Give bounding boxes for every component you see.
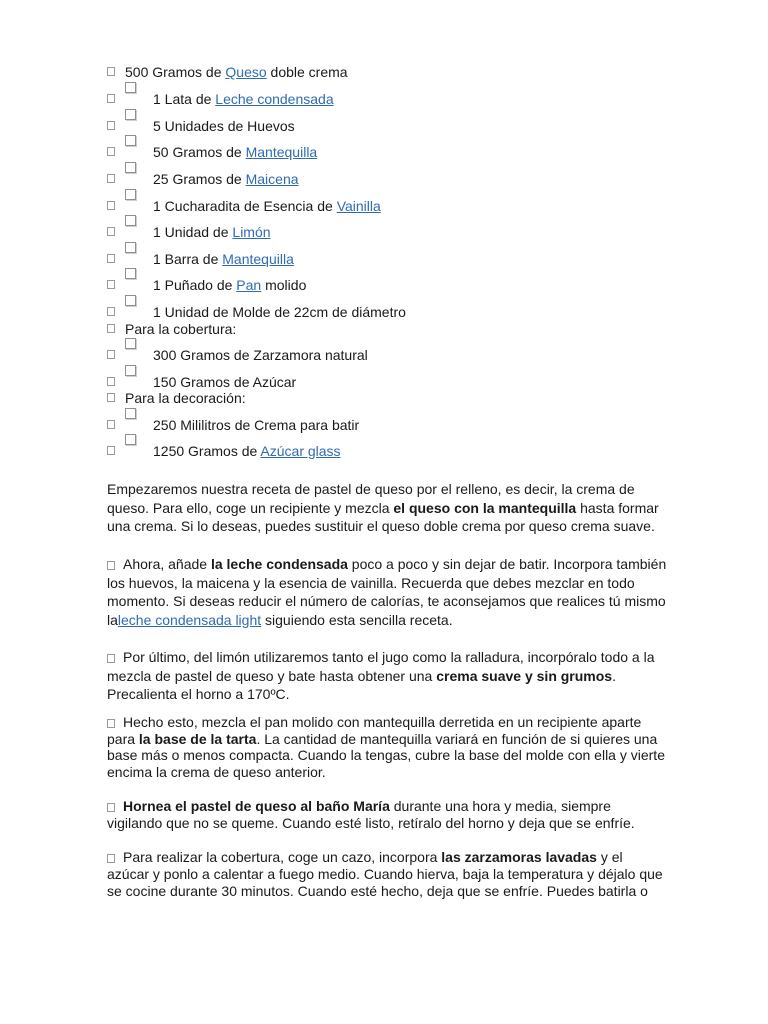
- bullet-icon: [107, 201, 115, 210]
- ingredient-link[interactable]: Mantequilla: [245, 144, 318, 160]
- bullet-icon: [107, 227, 115, 236]
- ingredient-link[interactable]: Azúcar glass: [260, 443, 341, 459]
- bullet-icon: [107, 324, 115, 333]
- ingredient-text: 500 Gramos de Queso doble crema: [125, 64, 348, 80]
- step-paragraph-5: Hornea el pastel de queso al baño María durante una hora y media, siempre vigilando que no se queme. Cuando esté listo, retíralo del horno y deja que se enfríe.: [107, 798, 635, 831]
- bullet-icon: [107, 803, 115, 812]
- ingredient-text: 25 Gramos de Maicena: [153, 171, 299, 187]
- checkbox-icon[interactable]: [125, 268, 136, 279]
- bullet-icon: [107, 121, 115, 130]
- step-paragraph-6: Para realizar la cobertura, coge un cazo, incorpora las zarzamoras lavadas y el azúcar y ponlo a calentar a fuego medio. Cuando hierva, baja la temperatura y déjalo que se cocine durante 30 minutos. Cuando esté hecho, deja que se enfríe. Puedes batirla o: [107, 849, 663, 899]
- bullet-icon: [107, 350, 115, 359]
- ingredient-link[interactable]: Pan: [236, 277, 262, 293]
- checkbox-icon[interactable]: [125, 365, 136, 376]
- bullet-icon: [107, 377, 115, 386]
- ingredient-link[interactable]: Leche condensada: [215, 91, 334, 107]
- ingredient-text: 1 Unidad de Limón: [153, 224, 271, 240]
- checkbox-icon[interactable]: [125, 338, 136, 349]
- checkbox-icon[interactable]: [125, 162, 136, 173]
- checkbox-icon[interactable]: [125, 215, 136, 226]
- ingredient-link[interactable]: Queso: [225, 64, 267, 80]
- checkbox-icon[interactable]: [125, 135, 136, 146]
- section-heading-text: Para la decoración:: [125, 390, 246, 406]
- bullet-icon: [107, 719, 115, 728]
- ingredient-text: 300 Gramos de Zarzamora natural: [153, 347, 368, 363]
- section-heading-text: Para la cobertura:: [125, 321, 237, 337]
- bullet-icon: [107, 446, 115, 455]
- ingredient-text: 50 Gramos de Mantequilla: [153, 144, 318, 160]
- ingredient-text: 1250 Gramos de Azúcar glass: [153, 443, 341, 459]
- ingredient-link[interactable]: Limón: [232, 224, 271, 240]
- bullet-icon: [107, 280, 115, 289]
- bullet-icon: [107, 147, 115, 156]
- bullet-icon: [107, 67, 115, 76]
- checkbox-icon[interactable]: [125, 82, 136, 93]
- bullet-icon: [107, 174, 115, 183]
- step-paragraph-2: Ahora, añade la leche condensada poco a poco y sin dejar de batir. Incorpora también los huevos, la maicena y la esencia de vainilla. Recuerda que debes mezclar en todo momento. Si deseas reducir el número de calorías, te aconsejamos que realices tú mismo laleche condensada light siguiendo esta sencilla receta.: [107, 556, 667, 628]
- ingredient-text: 1 Unidad de Molde de 22cm de diámetro: [153, 304, 406, 320]
- bullet-icon: [107, 854, 115, 863]
- checkbox-icon[interactable]: [125, 109, 136, 120]
- ingredient-text: 1 Cucharadita de Esencia de Vainilla: [153, 198, 381, 214]
- bullet-icon: [107, 654, 115, 663]
- ingredient-text: 5 Unidades de Huevos: [153, 118, 295, 134]
- checkbox-icon[interactable]: [125, 408, 136, 419]
- ingredient-text: 1 Puñado de Pan molido: [153, 277, 307, 293]
- checkbox-icon[interactable]: [125, 189, 136, 200]
- bullet-icon: [107, 393, 115, 402]
- checkbox-icon[interactable]: [125, 242, 136, 253]
- step-paragraph-4: Hecho esto, mezcla el pan molido con mantequilla derretida en un recipiente aparte para la base de la tarta. La cantidad de mantequilla variará en función de si quieres una base más o menos compacta. Cuando la tengas, cubre la base del molde con ella y vierte encima la crema de queso anterior.: [107, 714, 665, 780]
- bullet-icon: [107, 420, 115, 429]
- ingredient-text: 1 Barra de Mantequilla: [153, 251, 294, 267]
- checkbox-icon[interactable]: [125, 295, 136, 306]
- bullet-icon: [107, 254, 115, 263]
- bullet-icon: [107, 94, 115, 103]
- ingredient-link[interactable]: Maicena: [245, 171, 299, 187]
- ingredient-link[interactable]: Mantequilla: [222, 251, 294, 267]
- ingredient-text: 250 Mililitros de Crema para batir: [153, 417, 360, 433]
- ingredient-text: 1 Lata de Leche condensada: [153, 91, 334, 107]
- ingredient-text: 150 Gramos de Azúcar: [153, 374, 297, 390]
- bullet-icon: [107, 561, 115, 570]
- step-paragraph-1: Empezaremos nuestra receta de pastel de queso por el relleno, es decir, la crema de queso. Para ello, coge un recipiente y mezcla el queso con la mantequilla hasta formar una crema. Si lo deseas, puedes sustituir el queso doble crema por queso crema suave.: [107, 481, 659, 534]
- step-paragraph-3: Por último, del limón utilizaremos tanto el jugo como la ralladura, incorpóralo todo a la mezcla de pastel de queso y bate hasta obtener una crema suave y sin grumos. Precalienta el horno a 170ºC.: [107, 649, 655, 702]
- leche-condensada-light-link[interactable]: leche condensada light: [117, 611, 262, 628]
- checkbox-icon[interactable]: [125, 434, 136, 445]
- bullet-icon: [107, 307, 115, 316]
- ingredient-link[interactable]: Vainilla: [336, 198, 381, 214]
